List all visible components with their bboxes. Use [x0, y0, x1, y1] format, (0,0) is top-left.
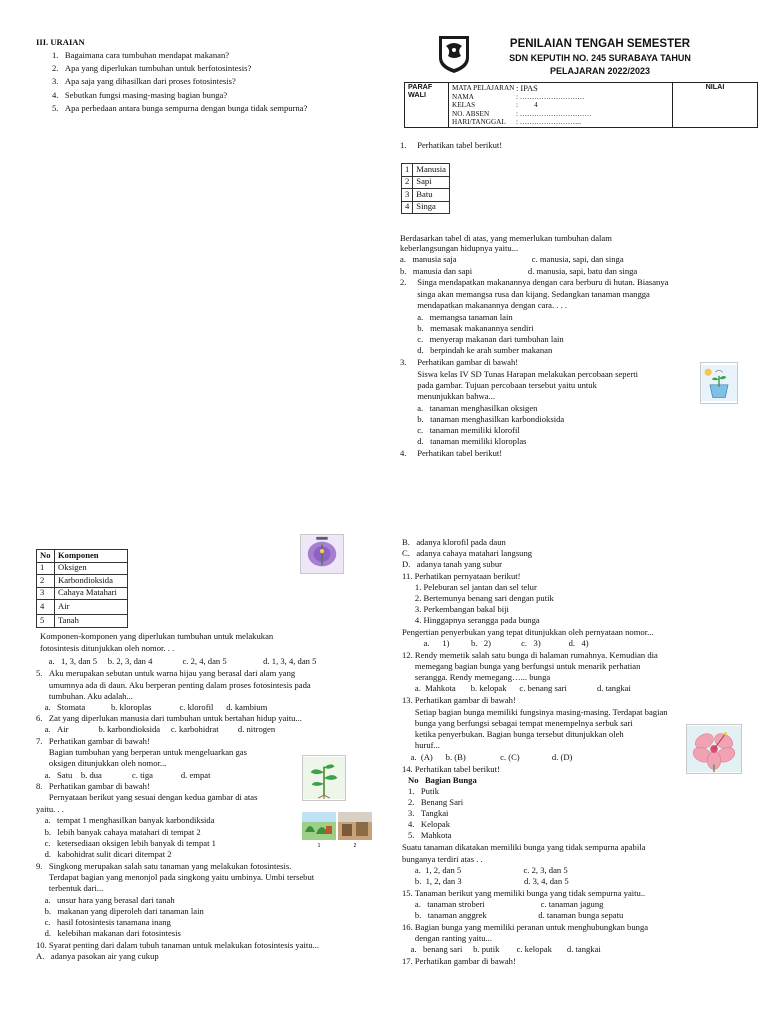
answer-option: a. Satu b. dua c. tiga d. empat	[36, 770, 211, 780]
table-cell: 2	[402, 176, 413, 189]
question-line: menunjukkan bahwa...	[400, 391, 495, 401]
question-line: singa akan memangsa rusa dan kijang. Sedangkan tanaman mangga	[400, 289, 650, 299]
question-line: Setiap bagian bunga memiliki fungsinya masing-masing. Terdapat bagian	[402, 707, 668, 717]
school-year: PELAJARAN 2022/2023	[549, 66, 651, 76]
question-line: ketika penyerbukan. Bagian bunga tersebut ditunjukkan oleh	[402, 729, 624, 739]
table-row	[37, 587, 128, 600]
question-line: 15. Tanaman berikut yang memiliki bunga yang tidak sempurna yaitu..	[402, 888, 646, 898]
answer-option: c. hasil fotosintesis tanamana inang	[36, 917, 171, 927]
table-row	[402, 201, 450, 214]
table-row	[37, 600, 128, 615]
table-cell: Oksigen	[55, 562, 128, 575]
answer-option: c. ketersediaan oksigen lebih banyak di tempat 1	[36, 838, 216, 848]
question-line: serangga. Rendy memegang…... bunga	[402, 672, 551, 682]
question-line: Pernyataan berikut yang sesuai dengan kedua gambar di atas	[36, 792, 258, 802]
answer-option: d. kelebihan makanan dari fotosintesis	[36, 928, 181, 938]
question-line: terbentuk dari...	[36, 883, 104, 893]
plant-experiment-image	[700, 362, 738, 404]
answer-option: a. 1) b. 2) c. 3) d. 4)	[402, 638, 589, 648]
answer-option: b. 1, 2, dan 3 d. 3, 4, dan 5	[402, 876, 569, 886]
answer-option: a. (A) b. (B) c. (C) d. (D)	[402, 752, 573, 762]
answer-option: a. tanaman stroberi c. tanaman jagung	[402, 899, 604, 909]
question-line: Siswa kelas IV SD Tunas Harapan melakukan percobaan seperti	[400, 369, 639, 379]
id-key: KELAS	[452, 101, 476, 110]
answer-option: C. adanya cahaya matahari langsung	[402, 548, 533, 558]
place-2-label: 2	[353, 843, 357, 848]
question-line: 16. Bagian bunga yang memiliki peranan untuk menghubungkan bunga	[402, 922, 649, 932]
question-line: 1. Peleburan sel jantan dan sel telur	[402, 582, 537, 592]
answer-option: b. lebih banyak cahaya matahari di tempat 2	[36, 827, 201, 837]
school-name: SDN KEPUTIH NO. 245 SURABAYA TAHUN	[509, 53, 691, 63]
answer-option: a. benang sari b. putik c. kelopak d. tangkai	[402, 944, 601, 954]
table-cell: Air	[55, 600, 128, 615]
student-info-cell	[449, 83, 673, 128]
table-row	[37, 562, 128, 575]
table-cell: 1	[37, 562, 55, 575]
question-line: 12. Rendy memetik salah satu bunga di halaman rumahnya. Kemudian dia	[402, 650, 658, 660]
table-cell: 5	[37, 615, 55, 628]
answer-option: a. tempat 1 menghasilkan banyak karbondiksida	[36, 815, 215, 825]
answer-option: b. manusia dan sapi d. manusia, sapi, batu dan singa	[400, 266, 638, 276]
uraian-item: 1. Bagaimana cara tumbuhan mendapat makanan?	[52, 50, 230, 60]
table-cell: 2	[37, 575, 55, 588]
question-line: 3. Perkembangan bakal biji	[402, 604, 509, 614]
question-line: Terdapat bagian yang menonjol pada singkong yaitu umbinya. Umbi tersebut	[36, 872, 315, 882]
table-components	[36, 549, 128, 628]
question-line: fotosintesis ditunjukkan oleh nomor. . .	[40, 643, 175, 653]
table-living-things	[401, 163, 450, 214]
id-row-subject	[452, 84, 669, 93]
plant-parts-image	[302, 755, 346, 801]
table-cell: 4	[37, 600, 55, 615]
id-key: NAMA	[452, 92, 474, 101]
question-line: 11. Perhatikan pernyataan berikut!	[402, 571, 521, 581]
answer-option: a. Stomata b. kloroplas c. klorofil d. kambium	[36, 702, 268, 712]
table-header: No	[37, 550, 55, 563]
question-line: 4. Hinggapnya serangga pada bunga	[402, 615, 540, 625]
answer-option: a. tanaman menghasilkan oksigen	[400, 403, 538, 413]
question-line: 14. Perhatikan tabel berikut!	[402, 764, 500, 774]
uraian-item: 3. Apa saja yang dihasilkan dari proses fotosintesis?	[52, 76, 236, 86]
question-line: umumnya ada di daun. Aku berperan penting dalam proses fotosintesis pada	[36, 680, 311, 690]
question-line: dengan ranting yaitu...	[402, 933, 492, 943]
question-line: 2. Singa mendapatkan makanannya dengan cara berburu di hutan. Biasanya	[400, 277, 669, 287]
question-line: 6. Zat yang diperlukan manusia dari tumbuhan untuk bertahan hidup yaitu...	[36, 713, 302, 723]
hibiscus-flower-image	[686, 724, 742, 774]
id-value[interactable]: : ……………………..	[516, 118, 581, 127]
question-line: 8. Perhatikan gambar di bawah!	[36, 781, 150, 791]
uraian-item: 5. Apa perbedaan antara bunga sempurna dengan bunga tidak sempurna?	[52, 103, 308, 113]
id-value[interactable]: : ………………………	[516, 92, 585, 101]
table-cell: Cahaya Matahari	[55, 587, 128, 600]
table-header: No Bagian Bunga	[408, 775, 477, 785]
question-line: pada gambar. Tujuan percobaan tersebut yaitu untuk	[400, 380, 597, 390]
table-cell: 4	[402, 201, 413, 214]
id-row-class	[452, 101, 669, 110]
two-places-image	[302, 812, 372, 848]
table-header-row	[37, 550, 128, 563]
question-line: yaitu. . .	[36, 804, 64, 814]
question-line: 3. Perhatikan gambar di bawah!	[400, 357, 519, 367]
table-cell: Karbondioksida	[55, 575, 128, 588]
question-line: 4. Perhatikan tabel berikut!	[400, 448, 503, 458]
id-value[interactable]: : 4	[516, 101, 538, 110]
question-line: tumbuhan. Aku adalah...	[36, 691, 133, 701]
table-row	[402, 176, 450, 189]
table-cell: 1	[402, 164, 413, 177]
flower-diagram-image	[300, 534, 344, 574]
id-row-absen	[452, 110, 669, 119]
answer-option: D. adanya tanah yang subur	[402, 559, 502, 569]
answer-option: b. tanaman menghasilkan karbondioksida	[400, 414, 565, 424]
question-line: Komponen-komponen yang diperlukan tumbuhan untuk melakukan	[40, 631, 274, 641]
list-item: 3. Tangkai	[408, 808, 449, 818]
place-1-label: 1	[317, 843, 321, 848]
question-line: bunga yang berfungsi sebagai tempat menempelnya serbuk sari	[402, 718, 633, 728]
student-id-table	[404, 82, 758, 128]
question-line: oksigen ditunjukkan oleh nomor...	[36, 758, 167, 768]
question-line: Suatu tanaman dikatakan memiliki bunga yang tidak sempurna apabila	[402, 842, 646, 852]
table-cell: Manusia	[413, 164, 450, 177]
answer-option: a. manusia saja c. manusia, sapi, dan singa	[400, 254, 624, 264]
exam-title: PENILAIAN TENGAH SEMESTER	[509, 38, 691, 50]
table-cell: Singa	[413, 201, 450, 214]
table-row	[402, 189, 450, 202]
table-cell: Sapi	[413, 176, 450, 189]
question-line: Berdasarkan tabel di atas, yang memerlukan tumbuhan dalam	[400, 233, 612, 243]
answer-option: a. unsur hara yang berasal dari tanah	[36, 895, 175, 905]
answer-option: a. 1, 3, dan 5 b. 2, 3, dan 4 c. 2, 4, dan 5 d. 1, 3, 4, dan 5	[40, 656, 317, 666]
answer-option: d. tanaman memiliki kloroplas	[400, 436, 527, 446]
question-1: 1. Perhatikan tabel berikut!	[400, 140, 503, 150]
table-cell: 3	[37, 587, 55, 600]
table-cell: 3	[402, 189, 413, 202]
list-item: 5. Mahkota	[408, 830, 452, 840]
id-value[interactable]: : IPAS	[516, 84, 538, 93]
uraian-heading: III. URAIAN	[36, 37, 85, 47]
id-row-name	[452, 93, 669, 102]
question-line: memegang bagian bunga yang berfungsi untuk menarik perhatian	[402, 661, 641, 671]
answer-option: b. memasak makanannya sendiri	[400, 323, 534, 333]
answer-option: A. adanya pasokan air yang cukup	[36, 951, 159, 961]
question-line: 7. Perhatikan gambar di bawah!	[36, 736, 150, 746]
answer-option: b. makanan yang diperoleh dari tanaman lain	[36, 906, 204, 916]
list-item: 2. Benang Sari	[408, 797, 464, 807]
paraf-wali-cell	[405, 83, 449, 128]
paraf-wali-label: PARAF WALI	[408, 82, 433, 100]
answer-option: c. menyerap makanan dari tumbuhan lain	[400, 334, 564, 344]
question-line: 2. Bertemunya benang sari dengan putik	[402, 593, 554, 603]
answer-option: a. memangsa tanaman lain	[400, 312, 513, 322]
question-line: Pengertian penyerbukan yang tepat ditunjukkan oleh pernyataan nomor...	[402, 627, 654, 637]
question-line: huruf...	[402, 740, 440, 750]
question-line: Bagian tumbuhan yang berperan untuk mengeluarkan gas	[36, 747, 247, 757]
question-line: 10. Syarat penting dari dalam tubuh tanaman untuk melakukan fotosintesis yaitu...	[36, 940, 320, 950]
table-row	[37, 575, 128, 588]
nilai-label: NILAI	[705, 82, 725, 91]
id-value[interactable]: : …………………………	[516, 109, 592, 118]
question-line: 5. Aku merupakan sebutan untuk warna hijau yang berasal dari alam yang	[36, 668, 296, 678]
answer-option: d. berpindah ke arah sumber makanan	[400, 345, 553, 355]
answer-option: a. Mahkota b. kelopak c. benang sari d. tangkai	[402, 683, 631, 693]
answer-option: a. Air b. karbondioksida c. karbohidrat d. nitrogen	[36, 724, 276, 734]
uraian-item: 2. Apa yang diperlukan tumbuhan untuk berfotosintesis?	[52, 63, 252, 73]
uraian-item: 4. Sebutkan fungsi masing-masing bagian bunga?	[52, 90, 228, 100]
answer-option: B. adanya klorofil pada daun	[402, 537, 506, 547]
table-row	[37, 615, 128, 628]
id-key: MATA PELAJARAN	[452, 84, 515, 92]
answer-option: a. 1, 2, dan 5 c. 2, 3, dan 5	[402, 865, 568, 875]
id-row-date	[452, 118, 669, 127]
answer-option: d. kabohidrat sulit dicari ditempat 2	[36, 849, 172, 859]
table-row	[402, 164, 450, 177]
table-header: Komponen	[55, 550, 128, 563]
question-line: 17. Perhatikan gambar di bawah!	[402, 956, 516, 966]
answer-option: b. tanaman anggrek d. tanaman bunga sepatu	[402, 910, 624, 920]
id-key: NO. ABSEN	[452, 109, 490, 118]
id-key: HARI/TANGGAL	[452, 118, 506, 127]
question-line: bunganya terdiri atas . .	[402, 854, 483, 864]
answer-option: c. tanaman memiliki klorofil	[400, 425, 520, 435]
table-cell: Tanah	[55, 615, 128, 628]
question-line: 13. Perhatikan gambar di bawah!	[402, 695, 516, 705]
list-item: 4. Kelopak	[408, 819, 451, 829]
list-item: 1. Putik	[408, 786, 440, 796]
question-line: mendapatkan makanannya dengan cara. . . .	[400, 300, 568, 310]
table-cell: Batu	[413, 189, 450, 202]
question-line: keberlangsungan hidupnya yaitu...	[400, 243, 519, 253]
nilai-cell	[673, 83, 758, 128]
question-line: 9. Singkong merupakan salah satu tanaman yang melakukan fotosintesis.	[36, 861, 292, 871]
